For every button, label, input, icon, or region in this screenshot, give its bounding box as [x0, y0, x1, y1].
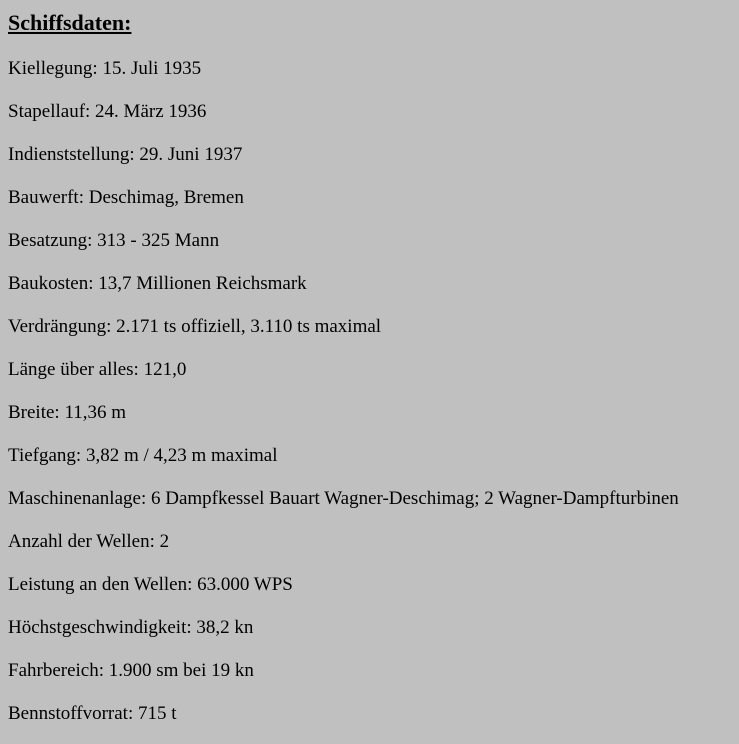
spec-commissioning: Indienststellung: 29. Juni 1937 [8, 144, 243, 165]
spec-beam: Breite: 11,36 m [8, 402, 127, 423]
spec-displacement: Verdrängung: 2.171 ts offiziell, 3.110 ts maximal [8, 316, 382, 337]
spec-shaft-count: Anzahl der Wellen: 2 [8, 531, 170, 552]
spec-shaft-power: Leistung an den Wellen: 63.000 WPS [8, 574, 293, 595]
spec-top-speed: Höchstgeschwindigkeit: 38,2 kn [8, 617, 254, 638]
spec-crew: Besatzung: 313 - 325 Mann [8, 230, 220, 251]
spec-launch: Stapellauf: 24. März 1936 [8, 101, 207, 122]
spec-length-overall: Länge über alles: 121,0 [8, 359, 187, 380]
spec-keel-laying: Kiellegung: 15. Juli 1935 [8, 58, 202, 79]
page-heading: Schiffsdaten: [8, 10, 132, 35]
spec-range: Fahrbereich: 1.900 sm bei 19 kn [8, 660, 254, 681]
spec-machinery: Maschinenanlage: 6 Dampfkessel Bauart Wagner-Deschimag; 2 Wagner-Dampfturbinen [8, 488, 679, 509]
spec-shipyard: Bauwerft: Deschimag, Bremen [8, 187, 244, 208]
spec-fuel-capacity: Bennstoffvorrat: 715 t [8, 703, 177, 724]
spec-draught: Tiefgang: 3,82 m / 4,23 m maximal [8, 445, 278, 466]
spec-construction-cost: Baukosten: 13,7 Millionen Reichsmark [8, 273, 307, 294]
spec-list [8, 56, 679, 744]
